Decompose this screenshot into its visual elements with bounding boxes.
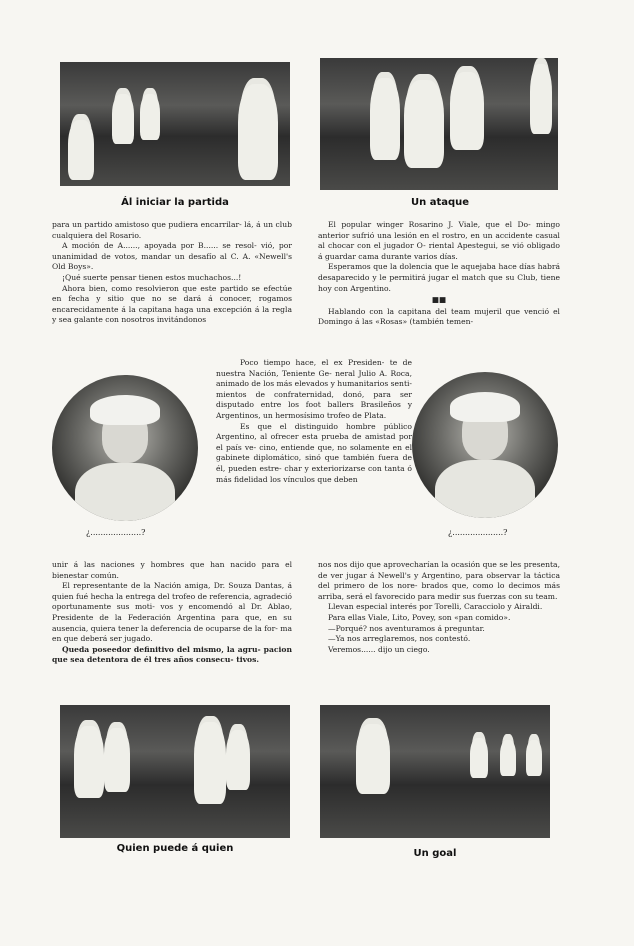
caption-who-can-win: Quien puede á quien — [116, 843, 234, 854]
article-right-bottom — [318, 560, 560, 655]
paragraph: —Ya nos arreglaremos, nos contestó. — [328, 634, 471, 644]
paragraph: ¡Qué suerte pensar tienen estos muchachos...! — [62, 272, 242, 282]
paragraph: Queda poseedor definitivo del mismo, la agru- pacion que sea detentora de él tres años consecu- tivos. — [52, 644, 292, 665]
portrait-right — [412, 372, 558, 518]
paragraph: Para ellas Viale, Lito, Povey, son «pan comido». — [328, 612, 511, 622]
article-left-bottom — [52, 560, 292, 666]
caption-portrait-left: ¿....................? — [86, 528, 146, 537]
paragraph: Esperamos que la dolencia que le aquejaba hace días habrá desaparecido y le permitirá jugar el match que su Club, tiene hoy con Argentino. — [318, 262, 560, 293]
paragraph: Llevan especial interés por Torelli, Caracciolo y Airaldi. — [328, 602, 543, 612]
caption-portrait-right: ¿....................? — [448, 528, 508, 537]
paragraph: unir á las naciones y hombres que han nacido para el bienestar común. — [52, 560, 292, 580]
paragraph: Veremos...... dijo un ciego. — [328, 644, 430, 654]
article-right-top — [318, 220, 560, 328]
photo-goal — [320, 705, 550, 838]
caption-attack: Un ataque — [410, 197, 470, 208]
paragraph: Ahora bien, como resolvieron que este partido se efectúe en fecha y sitio que no se dará á conocer, rogamos encarecidamente á la capitana haga una excepción á la regla y sea galante con nosotros invitándonos — [52, 283, 292, 325]
paragraph: para un partido amistoso que pudiera encarrilar- lá, á un club cualquiera del Rosario. — [52, 220, 292, 240]
paragraph: nos nos dijo que aprovecharían la ocasión que se les presenta, de ver jugar á Newell's y Argentino, para observar la táctica del primero de los nore- brados que, como lo decimos más arriba, será el favorecido para medir sus fuerzas con su team. — [318, 560, 560, 601]
photo-who-can-win — [60, 705, 290, 838]
article-left-top — [52, 220, 292, 326]
paragraph: El popular winger Rosarino J. Viale, que el Do- mingo anterior sufrió una lesión en el rostro, en un accidente casual al chocar con el jugador O- riental Apestegui, se vió obligado á guardar cama durante varios días. — [318, 220, 560, 261]
caption-goal: Un goal — [413, 848, 457, 859]
photo-start-of-match — [60, 62, 290, 186]
article-center — [216, 358, 412, 485]
caption-start-of-match: Ál iniciar la partida — [121, 197, 229, 208]
paragraph: A moción de A......, apoyada por B...... se resol- vió, por unanimidad de votos, mandar un desafío al C. A. «Newell's Old Boys». — [52, 241, 292, 272]
portrait-left — [52, 375, 198, 521]
paragraph: —Porqué? nos aventuramos á preguntar. — [328, 623, 485, 633]
paragraph: El representante de la Nación amiga, Dr. Souza Dantas, á quien fué hecha la entrega del trofeo de referencia, agradeció oportunamente sus moti- vos y encomendó al Dr. Ablao, Presidente de la Federación Argentina para que, en su ausencia, quiera tener la deferencia de ocuparse de la for- ma en que deberá ser jugado. — [52, 581, 292, 644]
section-separator: ■■ — [431, 295, 447, 305]
paragraph: Es que el distinguido hombre público Argentino, al ofrecer esta prueba de amistad por el país ve- cino, entiende que, no solamente en el gabinete diplomático, sinó que también fuera de él, pueden estre- char y exteriorizarse con tanta ó más fidelidad los vínculos que deben — [216, 421, 412, 484]
paragraph: Poco tiempo hace, el ex Presiden- te de nuestra Nación, Teniente Ge- neral Julio A. Roca, animado de los más elevados y humanitarios senti- mientos de confraternidad, donó, para ser disputado entre los foot ballers Brasileños y Argentinos, un hermosísimo trofeo de Plata. — [216, 358, 412, 420]
photo-attack — [320, 58, 558, 190]
paragraph: Hablando con la capitana del team mujeril que venció el Domingo á las «Rosas» (también temen- — [318, 306, 560, 327]
